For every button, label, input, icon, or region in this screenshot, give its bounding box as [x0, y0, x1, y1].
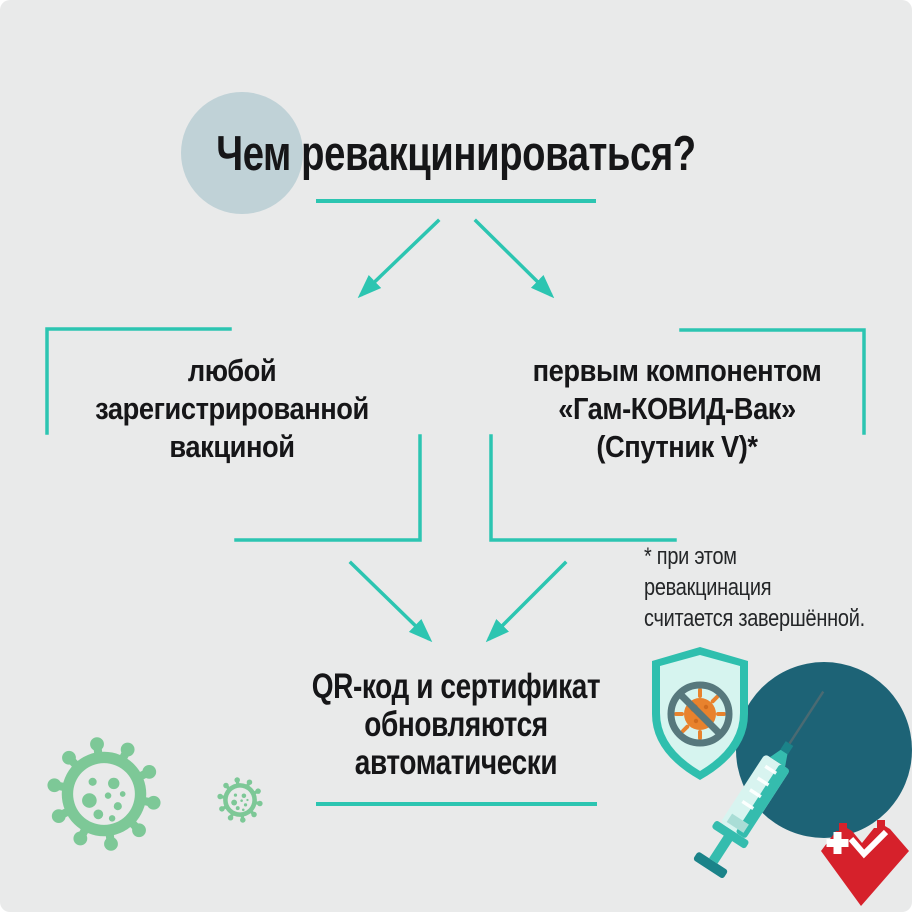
option-left-line-3: вакциной	[169, 429, 295, 464]
page-title: Чем ревакцинироваться?	[216, 127, 696, 181]
result-line-3: автоматически	[354, 743, 558, 782]
option-left-line-1: любой	[187, 353, 277, 388]
footnote-line-1: * при этом ревакцинация	[644, 543, 772, 601]
option-right-line-2: «Гам-КОВИД-Вак»	[558, 391, 796, 426]
footnote-line-2: считается завершённой.	[644, 605, 865, 632]
logo-cross-horizontal	[827, 839, 849, 847]
option-right-line-3: (Спутник V)*	[596, 429, 758, 464]
medical-heart-logo	[821, 820, 909, 906]
shield-blocked-virus-icon	[652, 647, 748, 780]
option-left-line-2: зарегистрированной	[95, 391, 369, 426]
result-line-2: обновляются	[364, 705, 548, 744]
result-line-1: QR-код и сертификат	[311, 667, 601, 706]
option-right-line-1: первым компонентом	[532, 353, 822, 388]
